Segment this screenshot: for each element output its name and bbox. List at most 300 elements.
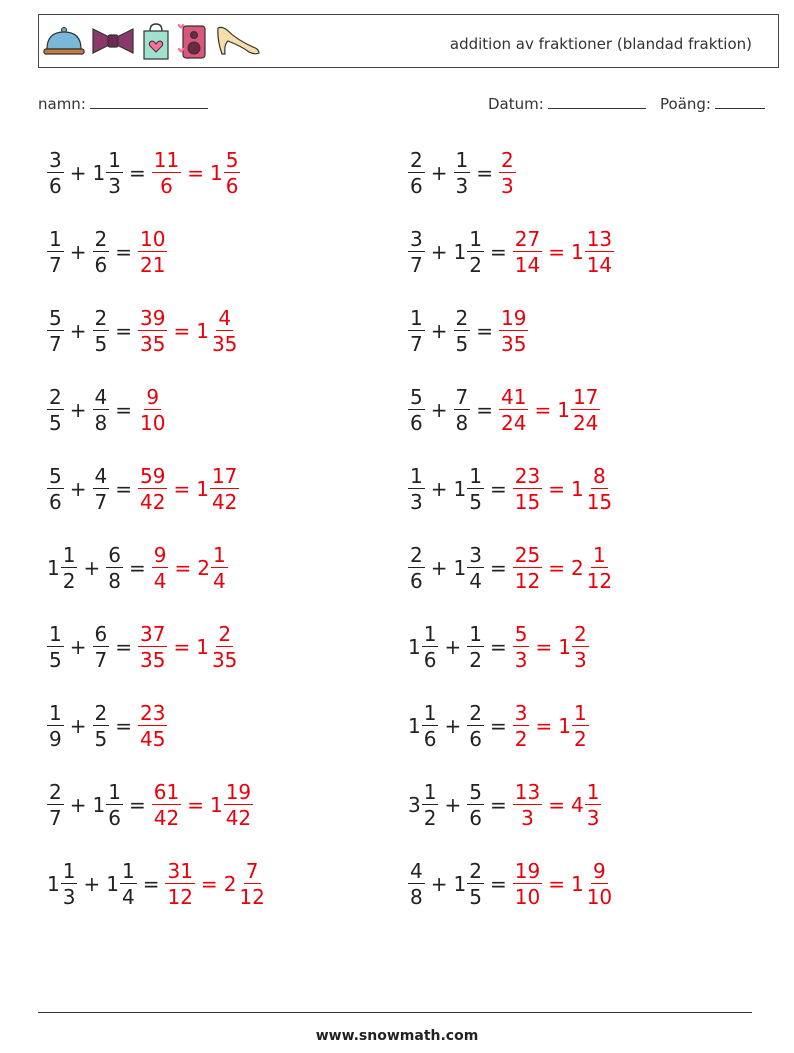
equals-sign: = — [534, 398, 552, 422]
numerator: 2 — [94, 227, 108, 251]
numerator: 17 — [572, 385, 599, 409]
denominator: 3 — [521, 806, 534, 830]
denominator: 14 — [514, 253, 541, 277]
numerator: 2 — [49, 385, 62, 409]
numerator: 1 — [423, 780, 437, 804]
equals-sign: = — [489, 477, 507, 501]
numerator: 3 — [49, 148, 62, 172]
denominator: 8 — [455, 411, 469, 435]
whole-number: 1 — [570, 872, 584, 896]
fraction — [454, 387, 471, 433]
numerator: 6 — [94, 622, 108, 646]
speaker-icon — [177, 21, 209, 65]
high-heel-icon — [215, 24, 261, 62]
fraction — [47, 624, 64, 670]
numerator: 1 — [455, 148, 469, 172]
problem-4 — [408, 222, 614, 282]
numerator: 2 — [573, 622, 587, 646]
denominator: 24 — [572, 411, 599, 435]
equals-sign: = — [548, 477, 565, 501]
numerator: 5 — [469, 780, 482, 804]
plus-sign: + — [69, 714, 87, 738]
equals-sign: = — [115, 319, 132, 343]
denominator: 8 — [94, 411, 108, 435]
answer — [138, 387, 167, 433]
numerator: 59 — [140, 464, 166, 488]
numerator: 1 — [49, 701, 62, 725]
fraction — [61, 861, 78, 907]
equals-sign: = — [115, 398, 132, 422]
whole-number: 1 — [558, 635, 571, 659]
denominator: 42 — [153, 806, 180, 830]
denominator: 7 — [94, 648, 108, 672]
cloche-icon — [43, 25, 85, 61]
denominator: 42 — [140, 490, 166, 514]
whole-number: 3 — [408, 793, 421, 817]
worksheet-title: addition av fraktioner (blandad fraktion) — [449, 35, 752, 53]
answer — [152, 545, 228, 591]
fraction — [93, 229, 110, 275]
equals-sign: = — [200, 872, 218, 896]
problem-9 — [47, 459, 239, 519]
fraction — [93, 466, 110, 512]
footer-divider — [38, 1012, 752, 1013]
numerator: 5 — [514, 622, 528, 646]
whole-number: 1 — [92, 161, 106, 185]
denominator: 14 — [586, 253, 613, 277]
answer — [513, 466, 614, 512]
whole-number: 1 — [92, 793, 106, 817]
problem-16 — [408, 696, 589, 756]
denominator: 2 — [573, 727, 587, 751]
denominator: 6 — [49, 490, 62, 514]
whole-number: 1 — [408, 635, 421, 659]
whole-number: 1 — [47, 556, 60, 580]
denominator: 7 — [49, 253, 62, 277]
equals-sign: = — [548, 793, 565, 817]
denominator: 2 — [469, 253, 482, 277]
answer — [513, 861, 614, 907]
denominator: 2 — [423, 806, 437, 830]
denominator: 4 — [121, 885, 135, 909]
numerator: 1 — [49, 622, 62, 646]
answer — [138, 466, 239, 512]
numerator: 17 — [211, 464, 238, 488]
fraction — [408, 545, 425, 591]
problem-17 — [47, 775, 253, 835]
plus-sign: + — [69, 793, 87, 817]
numerator: 2 — [410, 543, 423, 567]
numerator: 61 — [153, 780, 180, 804]
denominator: 7 — [49, 806, 62, 830]
equals-sign: = — [548, 240, 565, 264]
whole-number: 1 — [196, 319, 209, 343]
numerator: 1 — [108, 780, 121, 804]
problem-15 — [47, 696, 167, 756]
whole-number: 2 — [570, 556, 584, 580]
denominator: 7 — [94, 490, 108, 514]
equals-sign: = — [115, 714, 132, 738]
denominator: 6 — [225, 174, 239, 198]
answer — [138, 229, 167, 275]
denominator: 12 — [239, 885, 265, 909]
problem-2 — [408, 143, 516, 203]
equals-sign: = — [489, 714, 507, 738]
denominator: 3 — [514, 648, 528, 672]
whole-number: 1 — [453, 872, 467, 896]
whole-number: 1 — [408, 714, 421, 738]
numerator: 1 — [469, 622, 482, 646]
plus-sign: + — [430, 477, 448, 501]
numerator: 5 — [49, 306, 62, 330]
equals-sign: = — [476, 319, 493, 343]
fraction — [120, 861, 137, 907]
fraction — [138, 466, 167, 512]
answer — [152, 782, 253, 828]
denominator: 5 — [455, 332, 469, 356]
equals-sign: = — [115, 477, 132, 501]
numerator: 4 — [218, 306, 232, 330]
equals-sign: = — [142, 872, 160, 896]
plus-sign: + — [69, 319, 87, 343]
answer — [513, 624, 589, 670]
plus-sign: + — [430, 319, 448, 343]
numerator: 1 — [586, 780, 600, 804]
numerator: 2 — [218, 622, 232, 646]
fraction — [93, 624, 110, 670]
equals-sign: = — [187, 793, 204, 817]
numerator: 1 — [108, 148, 121, 172]
equals-sign: = — [128, 556, 146, 580]
fraction — [572, 624, 589, 670]
equals-sign: = — [115, 240, 132, 264]
denominator: 35 — [140, 332, 166, 356]
fraction — [237, 861, 266, 907]
fraction — [571, 387, 600, 433]
numerator: 4 — [94, 385, 108, 409]
numerator: 5 — [410, 385, 423, 409]
denominator: 7 — [49, 332, 62, 356]
denominator: 2 — [514, 727, 528, 751]
numerator: 1 — [469, 464, 482, 488]
fraction — [408, 861, 425, 907]
fraction — [513, 782, 542, 828]
fraction — [422, 782, 439, 828]
fraction — [513, 624, 530, 670]
fraction — [224, 150, 241, 196]
denominator: 12 — [167, 885, 193, 909]
denominator: 5 — [49, 648, 62, 672]
numerator: 8 — [593, 464, 606, 488]
answer — [513, 782, 602, 828]
denominator: 35 — [501, 332, 527, 356]
fraction — [93, 308, 110, 354]
plus-sign: + — [69, 161, 87, 185]
fraction — [210, 466, 239, 512]
problem-12 — [408, 538, 614, 598]
denominator: 7 — [410, 332, 423, 356]
numerator: 4 — [410, 859, 423, 883]
whole-number: 1 — [106, 872, 119, 896]
denominator: 15 — [586, 490, 613, 514]
fraction — [408, 466, 425, 512]
score-label: Poäng: — [660, 95, 711, 113]
whole-number: 1 — [570, 477, 584, 501]
bow-tie-icon — [91, 25, 135, 61]
equals-sign: = — [535, 635, 553, 659]
plus-sign: + — [430, 872, 448, 896]
denominator: 5 — [469, 885, 482, 909]
problem-11 — [47, 538, 228, 598]
problem-13 — [47, 617, 239, 677]
problem-18 — [408, 775, 601, 835]
problem-20 — [408, 854, 614, 914]
fraction — [467, 624, 484, 670]
fraction — [422, 703, 439, 749]
denominator: 6 — [410, 411, 423, 435]
fraction — [224, 782, 253, 828]
whole-number: 2 — [223, 872, 237, 896]
answer — [499, 308, 528, 354]
whole-number: 4 — [570, 793, 584, 817]
fraction — [106, 545, 123, 591]
numerator: 1 — [62, 543, 76, 567]
fraction — [467, 466, 484, 512]
numerator: 5 — [49, 464, 62, 488]
numerator: 31 — [167, 859, 193, 883]
fraction — [165, 861, 194, 907]
numerator: 1 — [469, 227, 482, 251]
date-field[interactable] — [488, 95, 646, 113]
problem-8 — [408, 380, 600, 440]
denominator: 3 — [62, 885, 76, 909]
numerator: 39 — [140, 306, 166, 330]
fraction — [93, 703, 110, 749]
score-field[interactable] — [660, 95, 765, 113]
equals-sign: = — [535, 714, 553, 738]
fraction — [138, 387, 167, 433]
numerator: 2 — [410, 148, 423, 172]
equals-sign: = — [173, 319, 191, 343]
denominator: 35 — [211, 332, 238, 356]
numerator: 1 — [410, 306, 423, 330]
denominator: 4 — [212, 569, 226, 593]
answer — [499, 150, 516, 196]
date-label: Datum: — [488, 95, 544, 113]
equals-sign: = — [489, 556, 507, 580]
numerator: 11 — [153, 148, 180, 172]
fraction — [210, 308, 239, 354]
denominator: 6 — [469, 727, 482, 751]
whole-number: 1 — [453, 477, 467, 501]
denominator: 3 — [501, 174, 514, 198]
plus-sign: + — [83, 556, 101, 580]
numerator: 9 — [146, 385, 160, 409]
equals-sign: = — [489, 240, 507, 264]
numerator: 41 — [501, 385, 527, 409]
denominator: 7 — [410, 253, 423, 277]
denominator: 10 — [514, 885, 541, 909]
denominator: 3 — [108, 174, 121, 198]
denominator: 2 — [469, 648, 482, 672]
denominator: 6 — [49, 174, 62, 198]
plus-sign: + — [430, 240, 448, 264]
fraction — [585, 466, 614, 512]
fraction — [585, 229, 614, 275]
numerator: 2 — [469, 701, 482, 725]
denominator: 6 — [469, 806, 482, 830]
whole-number: 1 — [196, 635, 209, 659]
numerator: 3 — [514, 701, 528, 725]
problem-19 — [47, 854, 267, 914]
answer — [513, 229, 614, 275]
fraction — [572, 703, 589, 749]
numerator: 2 — [94, 701, 108, 725]
equals-sign: = — [489, 872, 507, 896]
denominator: 2 — [62, 569, 76, 593]
denominator: 5 — [94, 332, 108, 356]
problem-3 — [47, 222, 167, 282]
numerator: 1 — [121, 859, 135, 883]
fraction — [499, 150, 516, 196]
whole-number: 1 — [453, 240, 467, 264]
numerator: 1 — [49, 227, 62, 251]
numerator: 37 — [140, 622, 166, 646]
fraction — [422, 624, 439, 670]
fraction — [513, 545, 542, 591]
fraction — [210, 624, 239, 670]
denominator: 6 — [410, 569, 423, 593]
date-blank[interactable] — [548, 95, 646, 109]
answer — [138, 624, 239, 670]
denominator: 6 — [108, 806, 121, 830]
denominator: 35 — [140, 648, 166, 672]
answer — [165, 861, 266, 907]
numerator: 23 — [140, 701, 166, 725]
denominator: 6 — [423, 648, 437, 672]
fraction — [499, 387, 528, 433]
fraction — [585, 782, 602, 828]
fraction — [454, 308, 471, 354]
numerator: 2 — [94, 306, 108, 330]
equals-sign: = — [174, 556, 192, 580]
denominator: 21 — [140, 253, 166, 277]
whole-number: 1 — [47, 872, 60, 896]
denominator: 4 — [153, 569, 167, 593]
plus-sign: + — [430, 161, 448, 185]
numerator: 2 — [49, 780, 62, 804]
equals-sign: = — [476, 161, 493, 185]
whole-number: 1 — [209, 793, 223, 817]
numerator: 9 — [593, 859, 606, 883]
fraction — [467, 861, 484, 907]
fraction — [47, 782, 64, 828]
numerator: 9 — [153, 543, 167, 567]
fraction — [61, 545, 78, 591]
fraction — [408, 387, 425, 433]
denominator: 3 — [573, 648, 587, 672]
denominator: 5 — [469, 490, 482, 514]
whole-number: 1 — [558, 714, 571, 738]
fraction — [585, 861, 614, 907]
fraction — [467, 703, 484, 749]
equals-sign: = — [548, 872, 565, 896]
plus-sign: + — [69, 635, 87, 659]
denominator: 12 — [514, 569, 541, 593]
numerator: 23 — [514, 464, 541, 488]
denominator: 45 — [140, 727, 166, 751]
numerator: 7 — [245, 859, 259, 883]
answer — [138, 308, 239, 354]
plus-sign: + — [83, 872, 101, 896]
denominator: 3 — [455, 174, 469, 198]
fraction — [152, 782, 181, 828]
denominator: 24 — [501, 411, 527, 435]
denominator: 6 — [160, 174, 173, 198]
header-icons — [43, 23, 261, 63]
fraction — [454, 150, 471, 196]
plus-sign: + — [430, 398, 448, 422]
numerator: 13 — [514, 780, 541, 804]
denominator: 42 — [225, 806, 252, 830]
name-field[interactable] — [38, 95, 208, 113]
numerator: 2 — [455, 306, 469, 330]
fraction — [513, 703, 530, 749]
fraction — [106, 150, 123, 196]
equals-sign: = — [476, 398, 493, 422]
denominator: 6 — [410, 174, 423, 198]
numerator: 1 — [212, 543, 226, 567]
numerator: 2 — [501, 148, 514, 172]
fraction — [152, 150, 181, 196]
name-label: namn: — [38, 95, 86, 113]
denominator: 5 — [94, 727, 108, 751]
plus-sign: + — [69, 240, 87, 264]
denominator: 10 — [140, 411, 166, 435]
equals-sign: = — [115, 635, 132, 659]
fraction — [138, 308, 167, 354]
equals-sign: = — [173, 635, 191, 659]
footer-url: www.snowmath.com — [315, 1028, 479, 1044]
problem-10 — [408, 459, 614, 519]
answer — [152, 150, 241, 196]
fraction — [138, 624, 167, 670]
answer — [513, 703, 589, 749]
fraction — [467, 782, 484, 828]
fraction — [47, 387, 64, 433]
numerator: 19 — [514, 859, 541, 883]
numerator: 3 — [410, 227, 423, 251]
name-blank[interactable] — [90, 95, 208, 109]
problem-14 — [408, 617, 589, 677]
plus-sign: + — [69, 477, 87, 501]
problem-6 — [408, 301, 528, 361]
whole-number: 1 — [453, 556, 467, 580]
fraction — [47, 703, 64, 749]
numerator: 5 — [225, 148, 239, 172]
numerator: 1 — [423, 622, 437, 646]
fraction — [47, 150, 64, 196]
numerator: 19 — [225, 780, 252, 804]
fraction — [467, 229, 484, 275]
equals-sign: = — [128, 161, 146, 185]
numerator: 27 — [514, 227, 541, 251]
denominator: 35 — [211, 648, 238, 672]
header-box — [38, 14, 779, 68]
whole-number: 1 — [557, 398, 570, 422]
score-blank[interactable] — [715, 95, 765, 109]
numerator: 19 — [501, 306, 527, 330]
